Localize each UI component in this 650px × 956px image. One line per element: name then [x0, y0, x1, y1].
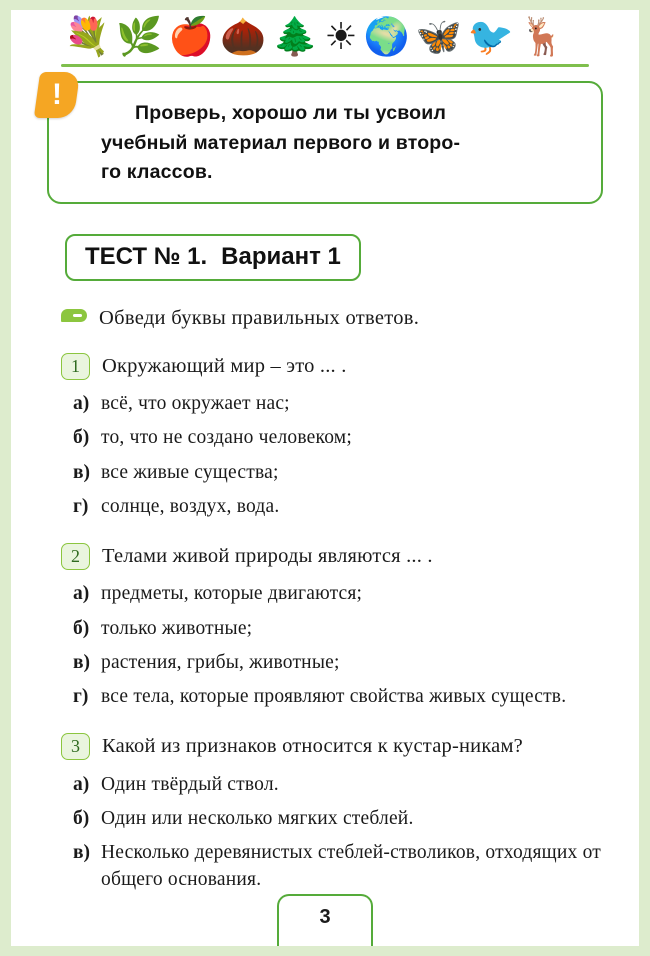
- test-title: [65, 234, 361, 281]
- strip-divider: [61, 64, 589, 67]
- question-1: [39, 352, 611, 520]
- option-text: растения, грибы, животные;: [101, 651, 340, 673]
- option-item[interactable]: [73, 615, 611, 642]
- instruction-text: Обведи буквы правильных ответов.: [99, 306, 420, 329]
- leaf-branch-icon: 🌿: [116, 17, 163, 58]
- option-letter[interactable]: б): [73, 617, 90, 639]
- sun-icon: ☀: [324, 17, 358, 58]
- option-text: Один твёрдый ствол.: [101, 773, 279, 795]
- callout-line-3: го классов.: [101, 161, 213, 184]
- question-2: [39, 542, 611, 710]
- question-2-head: [61, 542, 611, 571]
- instruction-row: [61, 307, 611, 330]
- option-item[interactable]: [73, 424, 611, 451]
- option-letter[interactable]: а): [73, 773, 90, 795]
- option-item[interactable]: [73, 771, 611, 798]
- question-3-text: Какой из признаков относится к кустар-никам?: [102, 735, 523, 758]
- option-text: только животные;: [101, 617, 253, 639]
- test-title-wrap: [65, 234, 611, 281]
- option-letter[interactable]: а): [73, 392, 90, 414]
- option-item[interactable]: [73, 390, 611, 417]
- callout-line-1: Проверь, хорошо ли ты усвоил: [135, 102, 447, 124]
- option-item[interactable]: [73, 649, 611, 676]
- page-number: 3: [277, 894, 373, 956]
- option-text: все живые существа;: [101, 461, 279, 483]
- option-text: все тела, которые проявляют свойства живых существ.: [101, 686, 567, 708]
- question-2-options: [39, 580, 611, 710]
- option-letter[interactable]: в): [73, 461, 91, 483]
- lilac-flower-icon: 💐: [64, 17, 111, 58]
- test-variant-label: Вариант 1: [221, 242, 341, 270]
- option-item[interactable]: [73, 805, 611, 832]
- spruce-tree-icon: 🌲: [272, 17, 319, 58]
- question-1-head: [61, 352, 611, 381]
- option-item[interactable]: [73, 839, 611, 894]
- question-1-text: Окружающий мир – это ... .: [102, 354, 347, 377]
- callout-block: [47, 78, 603, 204]
- option-letter[interactable]: б): [73, 807, 90, 829]
- option-letter[interactable]: в): [73, 842, 91, 864]
- option-text: Несколько деревянистых стеблей-стволиков, отходящих от общего основания.: [101, 842, 601, 891]
- bullfinch-bird-icon: 🐦: [467, 17, 514, 58]
- option-text: солнце, воздух, вода.: [101, 495, 280, 517]
- decorative-icon-strip: [39, 0, 611, 62]
- option-text: всё, что окружает нас;: [101, 392, 290, 414]
- option-text: предметы, которые двигаются;: [101, 583, 363, 605]
- option-letter[interactable]: г): [73, 495, 89, 517]
- exclamation-mark: !: [52, 78, 62, 111]
- pine-cone-icon: 🌰: [220, 17, 267, 58]
- option-text: то, что не создано человеком;: [101, 427, 352, 449]
- option-letter[interactable]: г): [73, 686, 89, 708]
- option-letter[interactable]: в): [73, 651, 91, 673]
- callout-text: [47, 78, 603, 204]
- question-2-text: Телами живой природы являются ... .: [102, 545, 433, 568]
- question-2-number: 2: [61, 543, 90, 570]
- question-3-head: [61, 732, 611, 761]
- option-item[interactable]: [73, 459, 611, 486]
- option-letter[interactable]: б): [73, 427, 90, 449]
- option-letter[interactable]: а): [73, 583, 90, 605]
- question-3: [39, 732, 611, 893]
- option-item[interactable]: [73, 493, 611, 520]
- question-1-options: [39, 390, 611, 520]
- moose-icon: 🦌: [519, 17, 566, 58]
- callout-line-2: учебный материал первого и второ-: [101, 131, 461, 154]
- apples-icon: 🍎: [168, 17, 215, 58]
- question-3-number: 3: [61, 733, 90, 760]
- leaf-bullet-icon: [61, 309, 87, 322]
- option-item[interactable]: [73, 683, 611, 710]
- question-1-number: 1: [61, 353, 90, 380]
- option-text: Один или несколько мягких стеблей.: [101, 807, 414, 829]
- butterfly-icon: 🦋: [415, 17, 462, 58]
- question-3-options: [39, 771, 611, 894]
- test-number-label: ТЕСТ № 1.: [85, 242, 208, 270]
- earth-globe-icon: 🌍: [363, 17, 410, 58]
- option-item[interactable]: [73, 580, 611, 607]
